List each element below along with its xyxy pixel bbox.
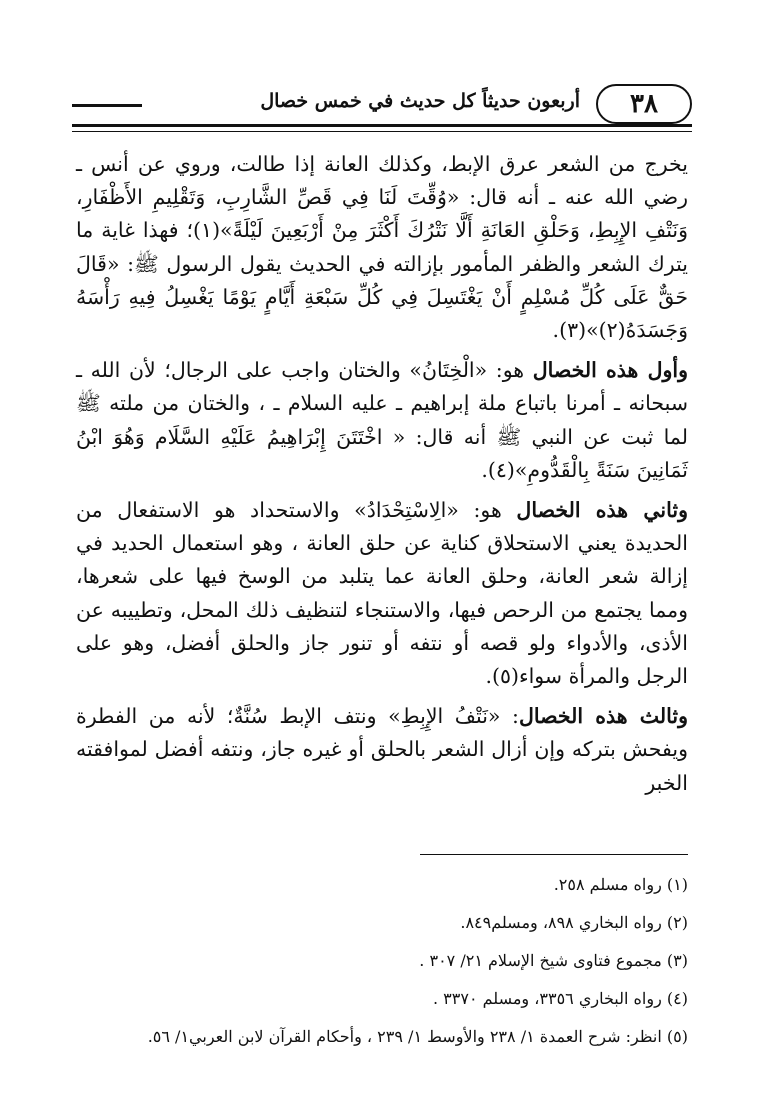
- paragraph-3: [76, 494, 688, 693]
- paragraph-4: [76, 700, 688, 800]
- paragraph-4-lead: وثالث هذه الخصال: [518, 704, 689, 729]
- footnotes: [80, 866, 688, 1056]
- footnote-5: (٥) انظر: شرح العمدة ١/ ٢٣٨ والأوسط ١/ ٢٣٩ ، وأحكام القرآن لابن العربي١/ ٥٦.: [147, 1027, 688, 1046]
- footnote-4: (٤) رواه البخاري ٣٣٥٦، ومسلم ٣٣٧٠ .: [432, 989, 688, 1008]
- footnote-3: (٣) مجموع فتاوى شيخ الإسلام ٢١/ ٣٠٧ .: [419, 951, 688, 970]
- footnote-2: (٢) رواه البخاري ٨٩٨، ومسلم٨٤٩.: [460, 913, 688, 932]
- paragraph-3-lead: وثاني هذه الخصال: [516, 498, 688, 523]
- paragraph-1: يخرج من الشعر عرق الإبط، وكذلك العانة إذا طالت، وروي عن أنس ـ رضي الله عنه ـ أنه قال: «وُقِّتَ لَنَا فِي قَصِّ الشَّارِبِ، وَتَقْلِيمِ الأَظْفَارِ، وَنَتْفِ الإِبِطِ، وَحَلْقِ العَانَةِ أَلَّا نَتْرُكَ أَكْثَرَ مِنْ أَرْبَعِينَ لَيْلَةً»(١)؛ فهذا غاية ما يترك الشعر والظفر المأمور بإزالته في الحديث يقول الرسول ﷺ: «قَالَ حَقٌّ عَلَى كُلِّ مُسْلِمٍ أَنْ يَغْتَسِلَ فِي كُلِّ سَبْعَةِ أَيَّامٍ يَوْمًا يَغْسِلُ فِيهِ رَأْسَهُ وَجَسَدَهُ(٢)»(٣).: [76, 152, 688, 343]
- header-rule-thin: [72, 131, 692, 132]
- paragraph-2-text: هو: «الْخِتَانُ» والختان واجب على الرجال؛ لأن الله ـ سبحانه ـ أمرنا باتباع ملة إبراهيم ـ عليه السلام ـ ، والختان من ملته ﷺ لما ثبت عن النبي ﷺ أنه قال: « اخْتَتَنَ إِبْرَاهِيمُ عَلَيْهِ السَّلَام وَهُوَ ابْنُ ثَمَانِينَ سَنَةً بِالْقَدُّومِ»(٤).: [76, 358, 688, 482]
- paragraph-3-text: هو: «الِاسْتِحْدَادُ» والاستحداد هو الاستفعال من الحديدة يعني الاستحلاق كناية عن حلق العانة ، وهو استعمال الحديد في إزالة شعر العانة، وحلق العانة عما يتلبد من الوسخ فيها على شعرها، ومما يجتمع من الرحص فيها، والاستنجاء لتنظيف ذلك المحل، وتطييبه عن الأذى، والأدواء ولو قصه أو نتفه أو تنور جاز والحلق أفضل، وهو على الرجل والمرأة سواء(٥).: [76, 498, 688, 689]
- page-number: ٣٨: [596, 84, 692, 124]
- page-header: [72, 84, 692, 128]
- running-title: أربعون حديثاً كل حديث في خمس خصال: [260, 90, 580, 112]
- footnote-separator: [420, 854, 688, 855]
- main-text: [76, 148, 688, 800]
- footnote-1: (١) رواه مسلم ٢٥٨.: [553, 875, 688, 894]
- header-rule-thick: [72, 124, 692, 127]
- header-ornament-left: [72, 104, 142, 107]
- paragraph-2: [76, 354, 688, 487]
- paragraph-2-lead: وأول هذه الخصال: [532, 358, 688, 383]
- paragraph-4-text: : «نَتْفُ الإِبِطِ» ونتف الإبط سُنَّةٌ؛ لأنه من الفطرة ويفحش بتركه وإن أزال الشعر بالحلق أو غيره جاز، ونتفه أفضل لموافقته الخبر: [76, 704, 688, 795]
